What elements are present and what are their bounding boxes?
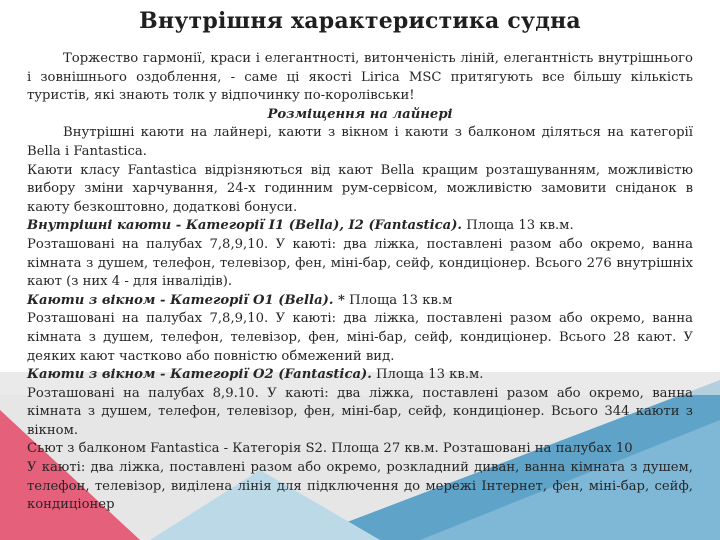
page-title: Внутрішня характеристика судна xyxy=(139,8,581,34)
suite-description: У каюті: два ліжка, поставлені разом або окремо, розкладний диван, ванна кімната з душем, телефон, телевізор, виділена лінія для підключення до мережі Інтернет, фен, міні-бар, сейф, кондиціонер xyxy=(27,460,693,513)
document-body xyxy=(27,50,693,515)
o2-description: Розташовані на палубах 8,9.10. У каюті: два ліжка, поставлені разом або окремо, ванна кімната з душем, телефон, телевізор, фен, міні-бар, сейф, кондиціонер. Всього 344 каюти з вікном. xyxy=(27,385,693,438)
inner-cabins-description: Розташовані на палубах 7,8,9,10. У каюті: два ліжка, поставлені разом або окремо, ванна кімната з душем, телефон, телевізор, фен, міні-бар, сейф, кондиціонер. Всього 276 внутрішніх кают (з них 4 - для інвалідів). xyxy=(27,236,693,290)
inner-cabins-title: Внутрішні каюти - Категорії I1 (Bella), I2 (Fantastica). xyxy=(27,218,463,234)
fantastica-paragraph: Каюти класу Fantastica відрізняються від кают Bella кращим розташуванням, можливістю вибору зміни харчування, 24-х годинним рум-сервісом, можливістю замовити сніданок в каюту безкоштовно, додаткові бонуси. xyxy=(27,162,693,215)
intro-paragraph: Торжество гармонії, краси і елегантності, витонченість ліній, елегантність внутрішнього і зовнішнього оздоблення, - саме ці якості Lirica MSC притягують все більшу кількість туристів, які знають толк у відпочинку по-королівськи! xyxy=(27,51,693,104)
o1-heading xyxy=(27,292,693,311)
inner-cabins-area: Площа 13 кв.м. xyxy=(462,218,574,234)
categories-paragraph: Внутрішні каюти на лайнері, каюти з вікном і каюти з балконом діляться на категорії Bella і Fantastica. xyxy=(27,125,693,159)
o2-heading xyxy=(27,366,693,385)
o1-title: Каюти з вікном - Категорії O1 (Bella). * xyxy=(27,292,345,308)
suite-heading: Сьют з балконом Fantastica - Категорія S2. Площа 27 кв.м. Розташовані на палубах 10 xyxy=(27,441,633,457)
section-heading: Розміщення на лайнері xyxy=(267,106,453,122)
o1-area: Площа 13 кв.м xyxy=(344,292,453,308)
o2-area: Площа 13 кв.м. xyxy=(371,367,484,383)
inner-cabins-heading xyxy=(27,217,693,236)
o2-title: Каюти з вікном - Категорії O2 (Fantastica). xyxy=(27,367,372,383)
o1-description: Розташовані на палубах 7,8,9,10. У каюті: два ліжка, поставлені разом або окремо, ванна кімната з душем, телефон, телевізор, фен, міні-бар, сейф, кондиціонер. Всього 28 кают. У деяких кают частково або повністю обмежений вид. xyxy=(27,311,693,364)
